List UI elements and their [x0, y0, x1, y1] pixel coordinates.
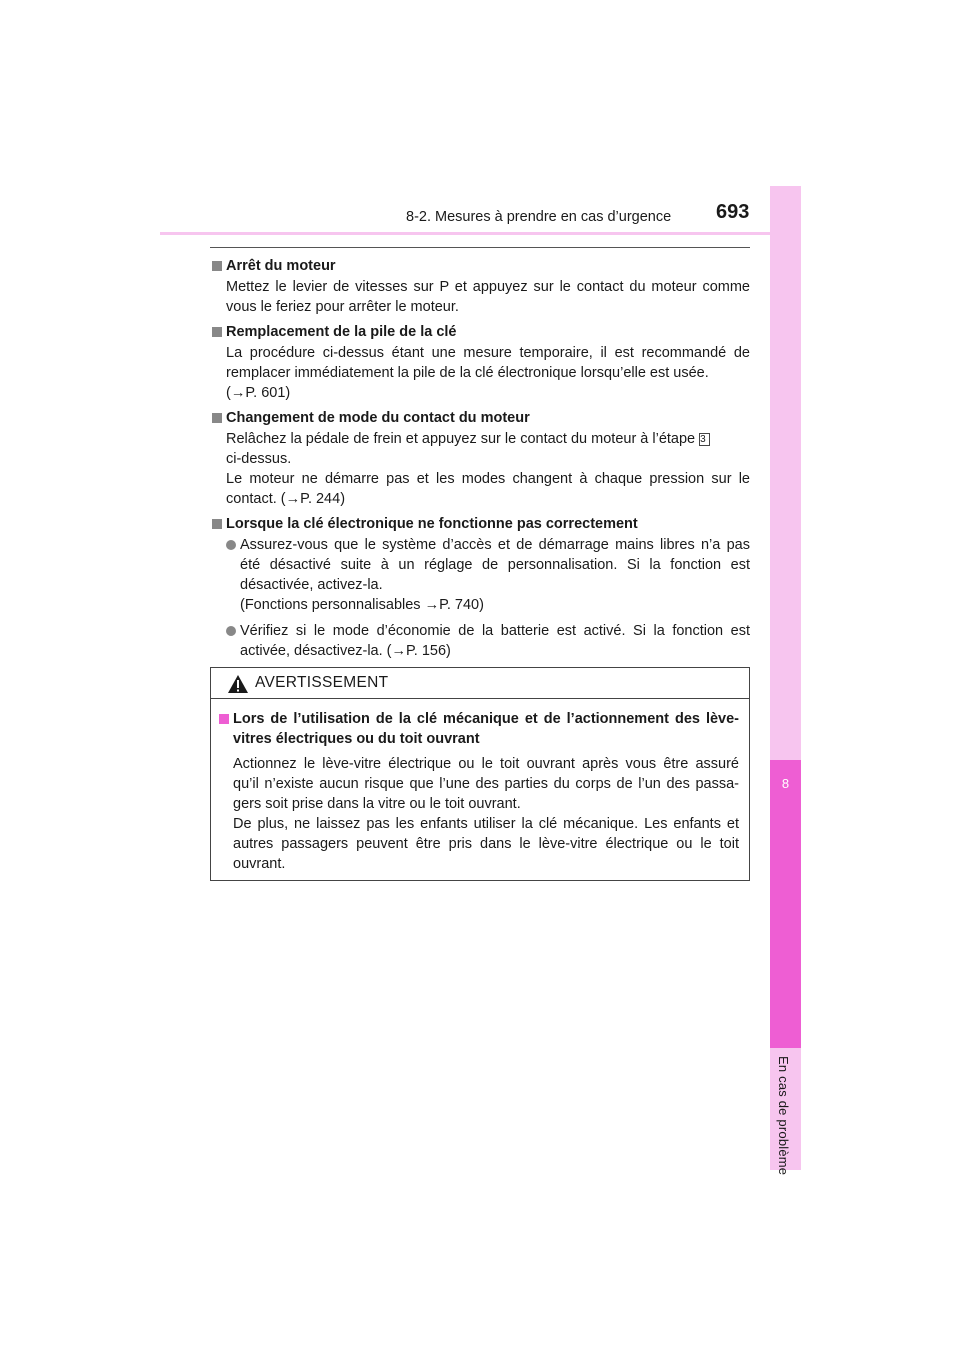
paragraph-line: La procédure ci-dessus étant une mesure temporaire, il est recommandé de — [226, 345, 750, 361]
warning-triangle-icon — [227, 674, 249, 694]
paragraph-line: Mettez le levier de vitesses sur P et appuyez sur le contact du moteur comme — [226, 279, 750, 295]
header-rule — [160, 232, 801, 235]
paragraph-line: remplacer immédiatement la pile de la clé électronique lorsqu’elle est usée. — [226, 365, 709, 381]
page-number: 693 — [716, 201, 750, 223]
paragraph-line: De plus, ne laissez pas les enfants utiliser la clé mécanique. Les enfants et — [233, 816, 739, 832]
warning-box — [210, 667, 750, 881]
section-heading: Changement de mode du contact du moteur — [210, 408, 750, 429]
list-item — [210, 621, 750, 661]
section-engine-stop — [210, 256, 750, 317]
paragraph-line: autres passagers peuvent être pris dans le lève-vitre électrique ou le toit — [233, 836, 739, 852]
chapter-number: 8 — [781, 776, 790, 791]
square-bullet-icon — [212, 327, 222, 337]
square-bullet-icon — [212, 261, 222, 271]
paragraph-line: vous le feriez pour arrêter le moteur. — [226, 299, 459, 315]
paragraph-line: Vérifiez si le mode d’économie de la batterie est activé. Si la fonction est — [240, 623, 750, 639]
paragraph-line: contact. (→P. 244) — [226, 491, 346, 507]
round-bullet-icon — [226, 626, 236, 636]
chapter-title: En cas de problème — [776, 1056, 791, 1176]
chapter-side-tab — [770, 186, 801, 1176]
paragraph-line: désactivée, activez-la. — [240, 577, 383, 593]
square-bullet-icon — [212, 519, 222, 529]
step-reference-box: 3 — [699, 433, 710, 446]
paragraph-line: Relâchez la pédale de frein et appuyez sur le contact du moteur à l’étape — [226, 431, 696, 447]
round-bullet-icon — [226, 540, 236, 550]
chapter-number-block — [770, 760, 801, 1048]
paragraph-line: été désactivé suite à un réglage de personnalisation. Si la fonction est — [240, 557, 750, 573]
section-heading: Arrêt du moteur — [210, 256, 750, 277]
page-reference-link[interactable]: activée, désactivez-la. (→P. 156) — [240, 643, 451, 659]
section-heading: Remplacement de la pile de la clé — [210, 322, 750, 343]
paragraph-line: ci-dessus. — [226, 451, 292, 467]
section-key-malfunction — [210, 514, 750, 661]
list-item — [210, 535, 750, 615]
paragraph-line: Assurez-vous que le système d’accès et de démarrage mains libres n’a pas — [240, 537, 750, 553]
section-heading: Lorsque la clé électronique ne fonctionne pas correctement — [210, 514, 750, 535]
main-content — [210, 256, 750, 667]
paragraph-line: gers soit prise dans la vitre ou le toit ouvrant. — [233, 796, 521, 812]
warning-title: AVERTISSEMENT — [255, 674, 389, 691]
warning-heading: Lors de l’utilisation de la clé mécanique et de l’actionnement des lève- vitres électriques ou du toit ouvrant — [215, 709, 739, 749]
paragraph-line: Le moteur ne démarre pas et les modes changent à chaque pression sur le — [226, 471, 750, 487]
warning-header — [211, 668, 749, 699]
square-bullet-icon — [212, 413, 222, 423]
section-title: 8-2. Mesures à prendre en cas d’urgence — [406, 209, 672, 225]
section-mode-change — [210, 408, 750, 509]
warning-body — [211, 699, 749, 874]
paragraph-line: Actionnez le lève-vitre électrique ou le toit ouvrant après vous être assuré — [233, 756, 739, 772]
warning-text — [215, 754, 739, 874]
page-reference-link[interactable]: (→P. 601) — [226, 385, 291, 401]
square-bullet-icon — [219, 714, 229, 724]
content-top-rule — [210, 247, 750, 248]
paragraph-line: ouvrant. — [233, 856, 286, 872]
page-reference-link[interactable]: (Fonctions personnalisables →P. 740) — [240, 597, 484, 613]
section-battery-replacement — [210, 322, 750, 403]
paragraph-line: qu’il n’existe aucun risque que l’une des parties du corps de l’un des passa- — [233, 776, 739, 792]
